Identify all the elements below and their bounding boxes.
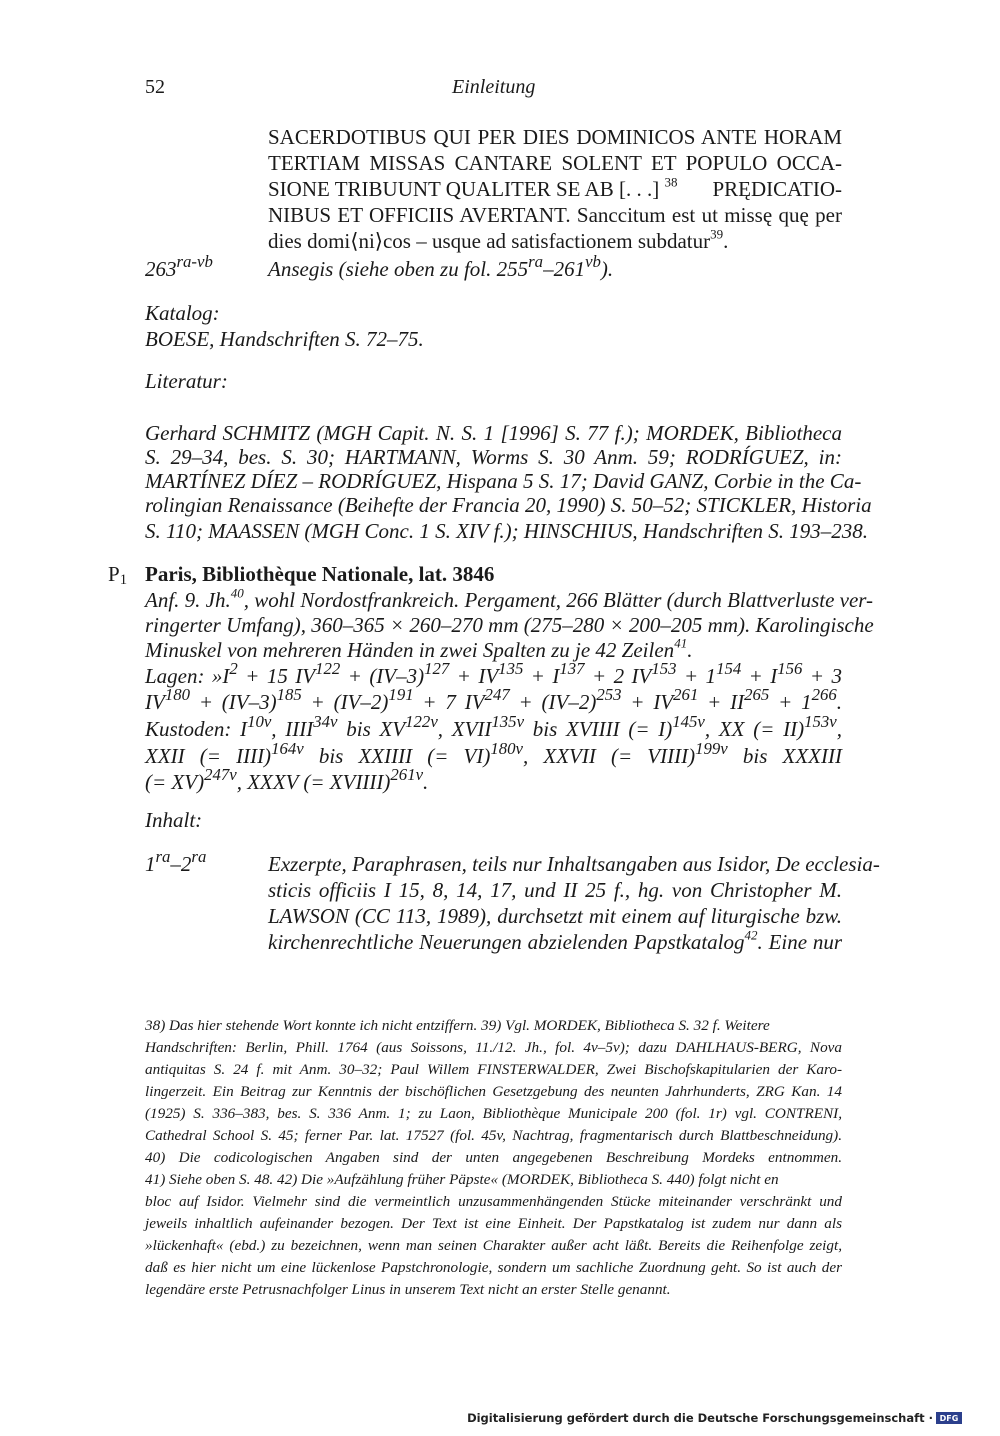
segment-superscript: 164v [271,738,304,758]
segment-superscript: 156 [777,658,803,678]
segment-superscript: 247 [484,684,510,704]
segment-text: Lagen: »I [145,664,230,688]
literatur-line: S. 29–34, bes. S. 30; HARTMANN, Worms S. 30 Anm. 59; RODRÍGUEZ, in: [145,445,842,469]
segment-text: Kustoden: I [145,717,248,741]
segment-superscript: 266 [811,684,837,704]
entry-text: Ansegis (siehe oben zu fol. $255^{ra}-261^{vb}$). [268,251,614,281]
segment-superscript: 253 [596,684,622,704]
manuscript-desc-line: Minuskel von mehreren Händen in zwei Spalten zu je 42 Zeilen$^{41}$. [145,635,693,662]
manuscript-desc-line: Anf. 9. Jh.$^{40}$, wohl Nordostfrankreich. Pergament, 266 Blätter (durch Blattverluste ver- [145,585,874,612]
footnote-ref-39[interactable]: 39 [710,226,724,242]
segment-superscript: 137 [559,658,585,678]
segment-superscript: 180v [490,738,523,758]
segment-text: bis XVIIII (= I) [524,717,673,741]
inhalt-heading: Inhalt: [145,808,203,832]
literatur-line: S. 110; MAASSEN (MGH Conc. 1 S. XIV f.); HINSCHIUS, Handschriften S. 193–238. [145,519,869,543]
segment-superscript: 135v [491,711,525,731]
segment-superscript: 122 [315,658,341,678]
footnote-line: 40) Die codicologischen Angaben sind der unten angegebenen Beschreibung Mordeks entnommen. [145,1149,842,1166]
segment-superscript: 265 [744,684,770,704]
footnote-line: daß es hier nicht um eine lückenlose Papstchronologie, sondern um sachliche Zuordnung geht. So ist auch der [145,1259,842,1276]
segment-text: , XXXV (= XVIIII) [236,770,391,794]
inhalt-line: sticis officiis I 15, 8, 14, 17, und II 25 f., hg. von Christopher M. [268,878,842,902]
segment-superscript: 127 [424,658,450,678]
footnote-line: 41) Siehe oben S. 48. 42) Die »Aufzählung früher Päpste« (MORDEK, Bibliotheca S. 440) folgt nicht en [145,1171,779,1188]
dfg-logo-icon: DFG [936,1412,962,1424]
segment-text: , [836,717,842,741]
footnote-line: Cathedral School S. 45; ferner Par. lat. 17527 (fol. 45v, Nachtrag, fragmentarisch durch Blattbeschneidung). [145,1127,842,1144]
segment-text: + IV [621,690,674,714]
literatur-spacer [145,393,146,394]
segment-superscript: 145v [672,711,705,731]
segment-text: XXII (= IIII) [145,744,272,768]
segment-superscript: 247v [204,764,237,784]
inhalt-line: LAWSON (CC 113, 1989), durchsetzt mit einem auf liturgische bzw. [268,904,842,928]
segment-text: + I [741,664,778,688]
literatur-line: MARTÍNEZ DÍEZ – RODRÍGUEZ, Hispana 5 S. 17; David GANZ, Corbie in the Ca- [145,469,862,493]
segment-superscript: 191 [388,684,414,704]
quote-line: TERTIAM MISSAS CANTARE SOLENT ET POPULO OCCA- [268,151,842,175]
segment-superscript: 34v [313,711,338,731]
segment-superscript: 10v [247,711,272,731]
footnote-line: (1925) S. 336–383, bes. S. 336 Anm. 1; zu Laon, Bibliothèque Municipale 200 (fol. 1r) vgl. CONTRENI, [145,1105,842,1122]
segment-text: + I [523,664,560,688]
katalog-text: BOESE, Handschriften S. 72–75. [145,327,424,351]
footnote-line: antiquitas S. 24 f. mit Anm. 30–32; Paul Willem FINSTERWALDER, Zwei Bischofskapitularien der Karo- [145,1061,842,1078]
segment-text: , XVII [437,717,492,741]
footnote-ref-42[interactable]: 42 [744,927,758,943]
footnote-line: bloc auf Isidor. Vielmehr sind die vermeintlich unzusammenhängenden Stücke miteinander verschränkt und [145,1193,842,1210]
footnote-ref-40[interactable]: 40 [230,585,244,601]
footnote-line: »lückenhaft« (ebd.) zu bezeichnen, wenn man seinen Charakter außer acht läßt. Bereits die Reihenfolge zeigt, [145,1237,842,1254]
kustoden-line [145,764,429,795]
manuscript-desc-line: ringerter Umfang), 360–365 × 260–270 mm (275–280 × 200–205 mm). Karolingische [145,613,874,637]
inhalt-line: kirchenrechtliche Neuerungen abzielenden Papstkatalog$^{42}$. Eine nur [268,927,843,954]
folio-label: $1^{ra}-2^{ra}$ [145,846,207,876]
kustoden-line [145,738,842,769]
segment-superscript: 261v [390,764,424,784]
footnote-line: Handschriften: Berlin, Phill. 1764 (aus Soissons, 11./12. Jh., fol. 4v–5v); dazu DAHLHAUS-BERG, Nova [145,1039,842,1056]
segment-text: , IIII [271,717,314,741]
segment-text: bis XV [337,717,406,741]
quote-line: NIBUS ET OFFICIIS AVERTANT. Sanccitum est ut missę quę per [268,203,842,227]
quote-line: SIONE TRIBUUNT QUALITER SE AB [. . .] $^{38}$ PRĘDICATIO- [268,174,842,201]
literatur-line: rolingian Renaissance (Beihefte der Francia 20, 1990) S. 50–52; STICKLER, Historia [145,493,872,517]
footnote-line: lingerzeit. Ein Beitrag zur Kenntnis der bischöflichen Gesetzgebung des neunten Jahrhunderts, ZRG Kan. 14 [145,1083,842,1100]
segment-text: + II [698,690,745,714]
literatur-line: Gerhard SCHMITZ (MGH Capit. N. S. 1 [1996] S. 77 f.); MORDEK, Bibliotheca [145,421,842,445]
segment-superscript: 261 [673,684,699,704]
segment-text: + (IV–3) [190,690,277,714]
footnote-line: legendäre erste Petrusnachfolger Linus in unserem Text nicht an erster Stelle genannt. [145,1281,671,1298]
inhalt-line: Exzerpte, Paraphrasen, teils nur Inhaltsangaben aus Isidor, De ecclesia- [268,852,880,876]
segment-text: bis XXXIII [727,744,842,768]
footnote-line: jeweils inhaltlich aufeinander bezogen. Der Text ist eine Einheit. Der Papstkatalog ist zudem nur dann als [145,1215,842,1232]
segment-superscript: 153v [804,711,837,731]
segment-superscript: 185 [276,684,302,704]
segment-text: bis XXIIII (= VI) [303,744,491,768]
segment-superscript: 180 [164,684,190,704]
footnote-line: 38) Das hier stehende Wort konnte ich nicht entziffern. 39) Vgl. MORDEK, Bibliotheca S. 32 f. Weitere [145,1017,770,1034]
footnote-ref-38[interactable]: 38 [664,174,678,190]
segment-superscript: 199v [695,738,728,758]
segment-text: IV [145,690,165,714]
literatur-heading: Literatur: [145,369,228,393]
segment-text: + 2 IV [584,664,652,688]
segment-text: + 1 [769,690,812,714]
segment-text: + IV [449,664,499,688]
quote-line: dies domi⟨ni⟩cos – usque ad satisfactionem subdatur$^{39}$. [268,226,729,253]
segment-text: + 3 [802,664,842,688]
quote-line: SACERDOTIBUS QUI PER DIES DOMINICOS ANTE HORAM [268,125,842,149]
segment-text: , XXVII (= VIIII) [523,744,696,768]
page-number: 52 [145,76,165,98]
segment-text: , XX (= II) [704,717,805,741]
segment-text: + 7 IV [413,690,485,714]
segment-text: + (IV–3) [340,664,425,688]
katalog-heading: Katalog: [145,301,220,325]
manuscript-siglum: P1 [108,562,128,588]
segment-superscript: 2 [229,658,238,678]
segment-superscript: 122v [405,711,438,731]
segment-text: (= XV) [145,770,205,794]
funding-notice [467,1411,962,1425]
segment-superscript: 153 [651,658,677,678]
running-head: Einleitung [452,76,536,98]
folio-label: $263^{ra-vb}$ [145,251,213,281]
segment-text: + 1 [676,664,717,688]
funding-text: Digitalisierung gefördert durch die Deutsche Forschungsgemeinschaft · [467,1411,933,1425]
segment-text: + 15 IV [237,664,316,688]
segment-text: . [836,690,843,714]
segment-superscript: 154 [716,658,742,678]
segment-superscript: 135 [498,658,524,678]
segment-text: + (IV–2) [301,690,389,714]
manuscript-title: Paris, Bibliothèque Nationale, lat. 3846 [145,562,495,586]
segment-text: . [423,770,429,794]
footnote-ref-41[interactable]: 41 [674,635,688,651]
segment-text: + (IV–2) [509,690,597,714]
